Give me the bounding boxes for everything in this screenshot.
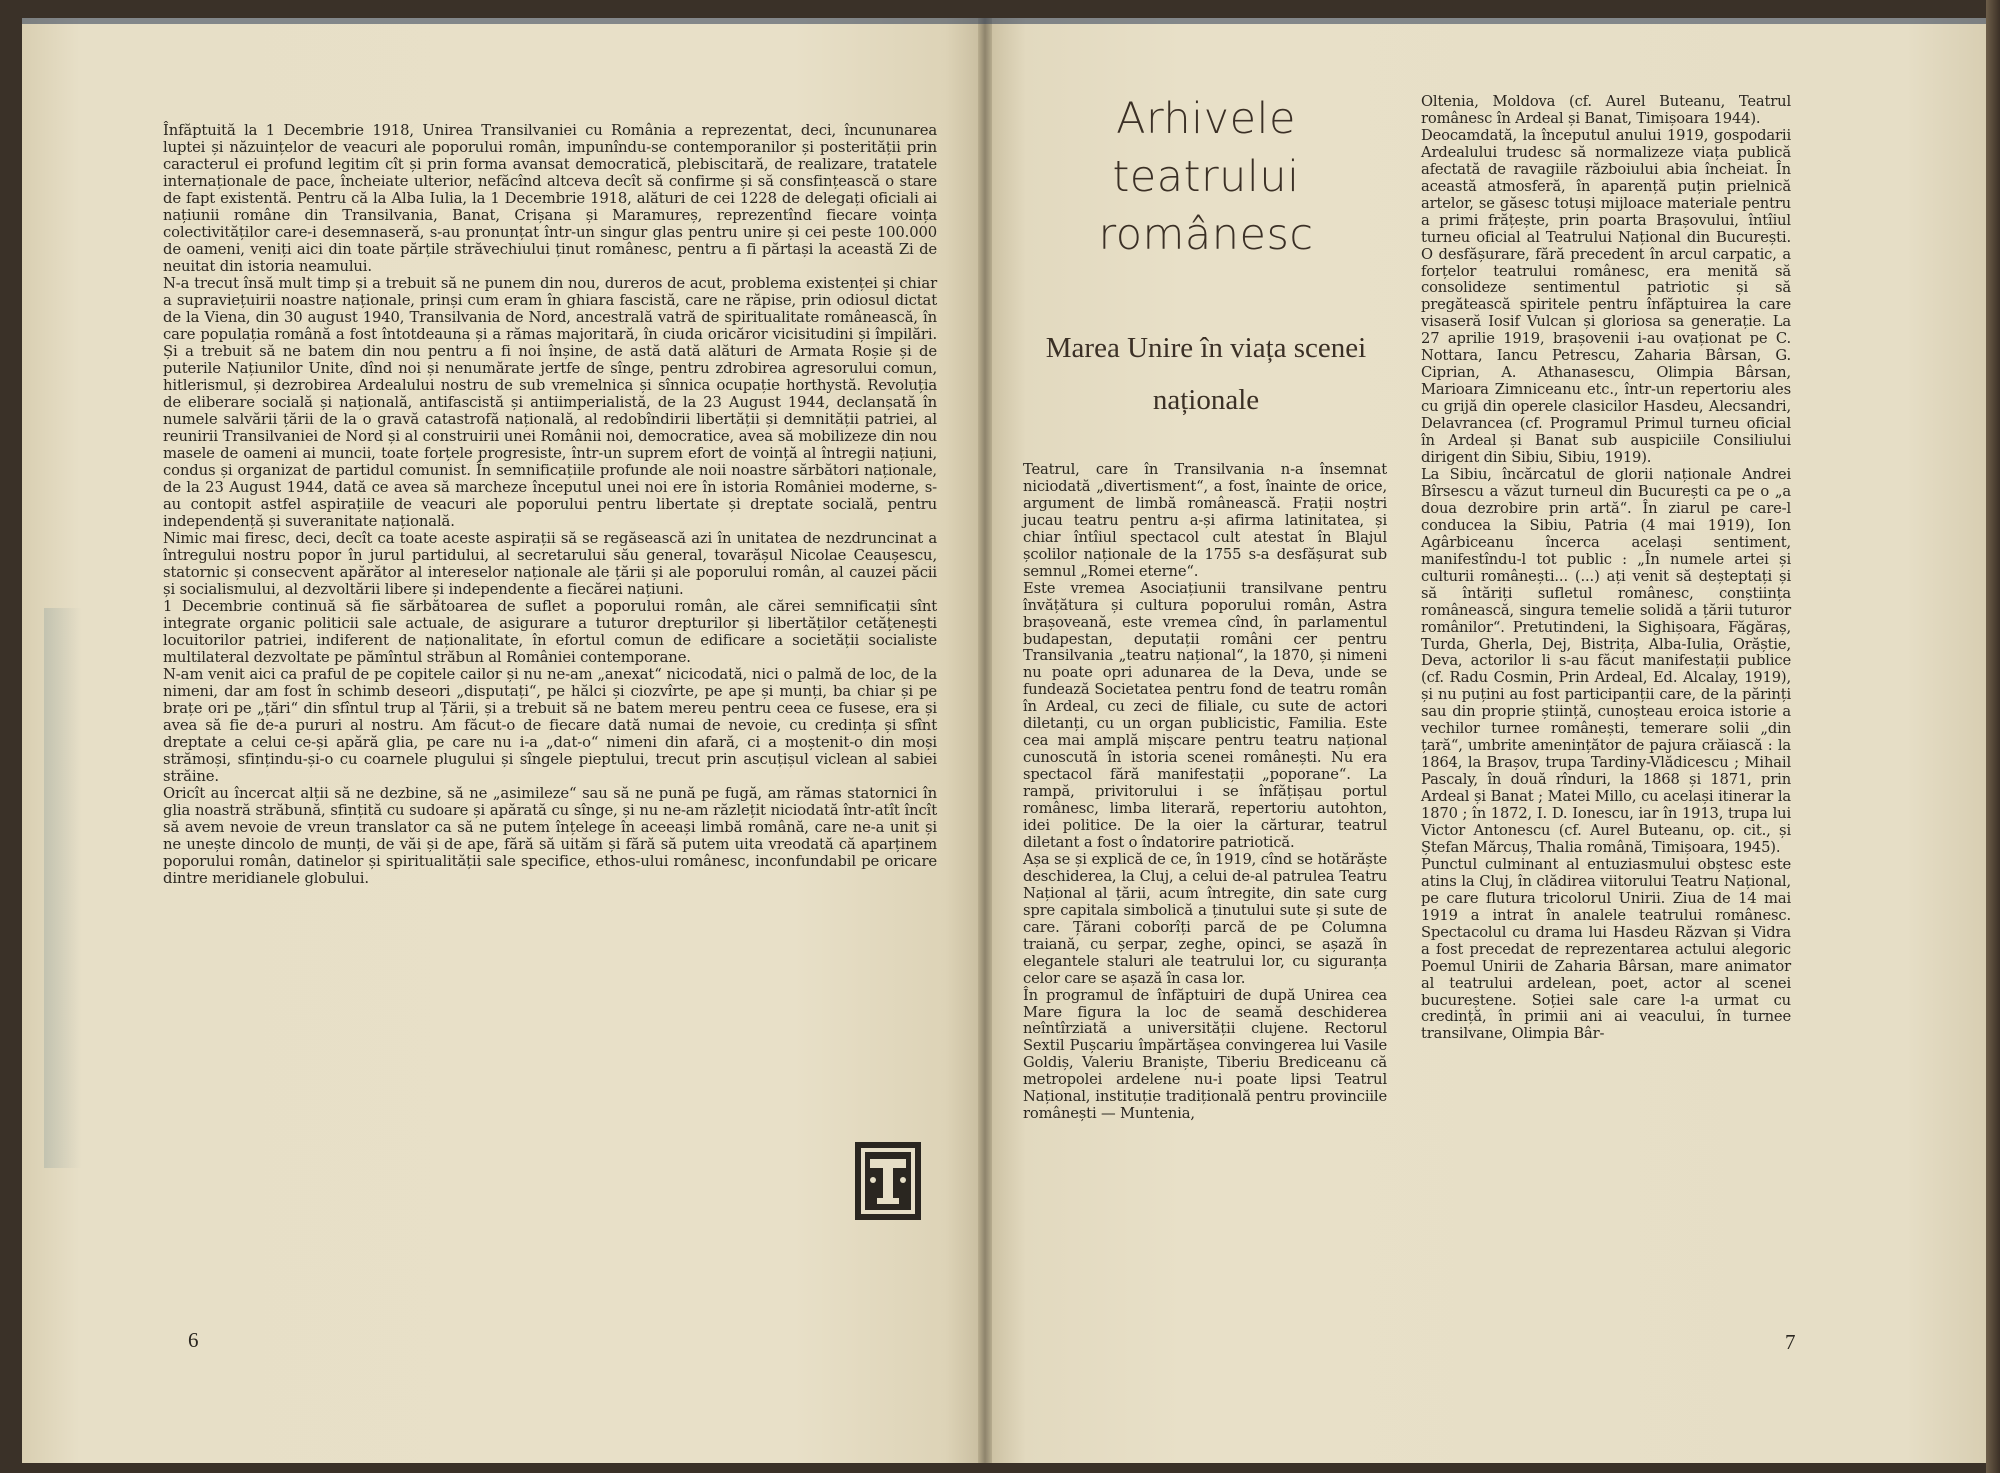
letter-t-ornament (853, 1140, 923, 1222)
page-number-left: 6 (188, 1328, 199, 1352)
binding-band (22, 18, 1986, 24)
left-page-text: Înfăptuită la 1 Decembrie 1918, Unirea Transilvaniei cu România a reprezentat, deci, încununarea luptei și năzuințelor de veacuri ale poporului român, impunîndu-se contemporanilor și posterității prin caracterul ei profund legitim cît și prin forma avansat democratică, plebiscitară, de realizare, tratatele internaționale de pace, încheiate ulterior, nefăcînd altceva decît să confirme și să consfințească o stare de fapt existentă. Pentru că la Alba Iulia, la 1 Decembrie 1918, alături de cei 1228 de delegați oficiali ai națiunii române din Transilvania, Banat, Crișana și Maramureș, reprezentînd fiecare voința colectivităților care-i desemnaseră, s-au pronunțat într-un singur glas pentru unire și cei peste 100.000 de oameni, veniți aici din toate părțile străvechiului ținut românesc, pentru a fi părtași la această Zi de neuitat din istoria neamului. N-a trecut însă mult timp și a trebuit să ne punem din nou, dureros de acut, problema existenței și chiar a supraviețuirii noastre naționale, prinși cum eram în ghiara fascistă, care ne răpise, prin odiosul dictat de la Viena, din 30 august 1940, Transilvania de Nord, ancestrală vatră de spiritualitate românească, în care populația română a fost întotdeauna și a rămas majoritară, în ciuda oricăror vicisitudini și împilări. Și a trebuit să ne batem din nou pentru a fi noi înșine, de astă dată alături de Armata Roșie și de puterile Națiunilor Unite, dînd noi și nenumărate jertfe de sînge, pentru zdrobirea agresorului comun, hitlerismul, și dezrobirea Ardealului nostru de sub vremelnica și sînnica ocupație horthystă. Revoluția de eliberare socială și națională, antifascistă și antiimperialistă, de la 23 August 1944, declanșată în numele salvării țării de la o gravă catastrofă națională, al redobîndirii libertății și demnității patriei, al reunirii Transilvaniei de Nord și al construirii unei Românii noi, democratice, avea să mobilizeze din nou masele de oameni ai muncii, toate forțele progresiste, într-un suprem efort de voință al întregii națiuni, condus și organizat de partidul comunist. În semnificațiile profunde ale noii noastre sărbători naționale, de la 23 August 1944, dată ce avea să marcheze începutul unei noi ere în istoria României moderne, s-au contopit astfel aspirațiile de veacuri ale poporului pentru libertate și dreptate socială, pentru independență și suveranitate națională. Nimic mai firesc, deci, decît ca toate aceste aspirații să se regăsească azi în unitatea de nezdruncinat a întregului nostru popor în jurul partidului, al secretarului său general, tovarășul Nicolae Ceaușescu, statornic și consecvent apărător al intereselor naționale ale țării și ale poporului român, al cauzei păcii și socialismului, al dezvoltării libere și independente a fiecărei națiuni. 1 Decembrie continuă să fie sărbătoarea de suflet a poporului român, ale cărei semnificații sînt integrate organic politicii sale actuale, de asigurare a tuturor drepturilor și libertăților cetățenești locuitorilor patriei, indiferent de naționalitate, în efortul comun de edificare a societății socialiste multilateral dezvoltate pe pămîntul străbun al României contemporane. N-am venit aici ca praful de pe copitele cailor și nu ne-am „anexat“ nicicodată, nici o palmă de loc, de la nimeni, dar am fost în schimb deseori „disputați“, pe hălci și ciozvîrte, pe ape și munți, ba chiar și pe brațe ori pe „țări“ din sfîntul trup al Țării, și a trebuit să ne batem mereu pentru ceea ce fusese, era și avea să fie de-a pururi al nostru. Am făcut-o de fiecare dată numai de nevoie, cu credința și sfînt dreptate a celui ce-și apără glia, pe care nu i-a „dat-o“ nimeni din afară, ci a moștenit-o din moși strămoși, sfințindu-și-o cu coarnele plugului și sîngele pieptului, trecut prin ascuțișul viclean al sabiei străine. Oricît au încercat alții să ne dezbine, să ne „asimileze“ sau să ne pună pe fugă, am rămas statornici în glia noastră străbună, sfințită cu sudoare și apărată cu sînge, și nu ne-am răzlețit niciodată într-atît încît să avem nevoie de vreun translator ca să ne putem înțelege în aceeași limbă română, care ne-a unit și ne unește dincolo de munți, de văi și de ape, fără să uităm și fără să putem uita vreodată că aparținem poporului român, datinelor și spiritualității sale specifice, ethos-ului românesc, inconfundabil pe oricare dintre meridianele globului. (163, 122, 937, 887)
article-subtitle: Marea Unire în viața scenei naționale (1045, 332, 1367, 416)
ornament-letter: T (888, 1220, 889, 1221)
book-edge (1986, 0, 2000, 1473)
article-title: Arhivele teatrului românesc (1098, 94, 1314, 260)
right-column-2: Oltenia, Moldova (cf. Aurel Buteanu, Teatrul românesc în Ardeal și Banat, Timișoara 1944). Deocamdată, la începutul anului 1919, gospodarii Ardealului trudesc să normalizeze viața publică afectată de ravagiile războiului abia încheiat. În această atmosferă, în aparență puțin prielnică artelor, se găsesc totuși mijloace materiale pentru a primi frățește, prin poarta Brașovului, întîiul turneu oficial al Teatrului Național din București. O desfășurare, fără precedent în arcul carpatic, a forțelor teatrului românesc, era menită să consolideze sentimentul patriotic și să pregătească spiritele pentru înfăptuirea la care visaseră Iosif Vulcan și gloriosa sa generație. La 27 aprilie 1919, brașovenii i-au ovaționat pe C. Nottara, Iancu Petrescu, Zaharia Bârsan, G. Ciprian, A. Athanasescu, Olimpia Bârsan, Marioara Zimniceanu etc., într-un repertoriu ales cu grijă din operele clasicilor Hasdeu, Alecsandri, Delavrancea (cf. Programul Primul turneu oficial în Ardeal și Banat sub auspiciile Consiliului dirigent din Sibiu, Sibiu, 1919). La Sibiu, încărcatul de glorii naționale Andrei Bîrsescu a văzut turneul din București ca pe o „a doua dezrobire prin artă“. În ziarul pe care-l conducea la Sibiu, Patria (4 mai 1919), Ion Agârbiceanu încerca același sentiment, manifestîndu-l tot public : „În numele artei și culturii românești... (...) ați venit să deșteptați și să întăriți sufletul românesc, conștiința românească, singura temelie solidă a țării tuturor românilor“. Pretutindeni, la Sighișoara, Făgăraș, Turda, Gherla, Dej, Bistrița, Alba-Iulia, Orăștie, Deva, actorilor li s-au făcut manifestații publice (cf. Radu Cosmin, Prin Ardeal, Ed. Alcalay, 1919), și nu puțini au fost participanții care, de la părinți sau din proprie știință, cunoșteau eroica istorie a vechilor turnee românești, temerare solii „din țară“, umbrite amenințător de pajura crăiască : la 1864, la Brașov, trupa Tardiny-Vlădicescu ; Mihail Pascaly, în două rînduri, la 1868 și 1871, prin Ardeal și Banat ; Matei Millo, cu același itinerar la 1870 ; în 1872, I. D. Ionescu, iar în 1913, trupa lui Victor Antonescu (cf. Aurel Buteanu, op. cit., și Ștefan Mărcuș, Thalia română, Timișoara, 1945). Punctul culminant al entuziasmului obștesc este atins la Cluj, în clădirea viitorului Teatru Național, pe care flutura tricolorul Unirii. Ziua de 14 mai 1919 a intrat în analele teatrului românesc. Spectacolul cu drama lui Hasdeu Răzvan și Vidra a fost precedat de reprezentarea actului alegoric Poemul Unirii de Zaharia Bârsan, mare animator al teatrului ardelean, poet, actor al scenei bucureștene. Soției sale care l-a urmat cu credință, în primii ani ai veacului, în turnee transilvane, Olimpia Bâr- (1421, 93, 1791, 1043)
book-gutter (978, 18, 992, 1463)
right-column-1: Teatrul, care în Transilvania n-a însemnat niciodată „divertisment“, a fost, înainte de orice, argument de limbă românească. Frații noștri jucau teatru pentru a-și afirma latinitatea, și chiar întîiul spectacol cult atestat în Blajul școlilor naționale de la 1755 s-a desfășurat sub semnul „Romei eterne“. Este vremea Asociațiunii transilvane pentru învățătura și cultura poporului român, Astra brașoveană, este vremea cînd, în parlamentul budapestan, deputații români cer pentru Transilvania „teatru național“, la 1870, și nimeni nu poate opri adunarea de la Deva, unde se fundează Societatea pentru fond de teatru român în Ardeal, cu zeci de filiale, cu sute de actori diletanți, cu un organ publicistic, Familia. Este cea mai amplă mișcare pentru teatru național cunoscută în istoria scenei românești. Nu era spectacol fără manifestații „poporane“. La rampă, privitorului i se înfățișau portul românesc, limba literară, repertoriu autohton, idei politice. De la oier la cărturar, teatrul diletant a fost o îndatorire patriotică. Așa se și explică de ce, în 1919, cînd se hotărăște deschiderea, la Cluj, a celui de-al patrulea Teatru Național al țării, acum întregite, din sate curg spre capitala simbolică a ținutului sute și sute de care. Țărani coborîți parcă de pe Columna traiană, cu șerpar, zeghe, opinci, se așază în elegantele staluri ale teatrului lor, cu siguranța celor care se așază în casa lor. În programul de înfăptuiri de după Unirea cea Mare figura la loc de seamă deschiderea neîntîrziată a universității clujene. Rectorul Sextil Pușcariu împărtășea convingerea lui Vasile Goldiș, Valeriu Braniște, Tiberiu Brediceanu că metropolei ardelene nu-i poate lipsi Teatrul Național, instituție tradițională pentru provinciile românești — Muntenia, (1023, 461, 1387, 1123)
page-shadow (44, 608, 82, 1168)
page-number-right: 7 (1785, 1330, 1796, 1354)
